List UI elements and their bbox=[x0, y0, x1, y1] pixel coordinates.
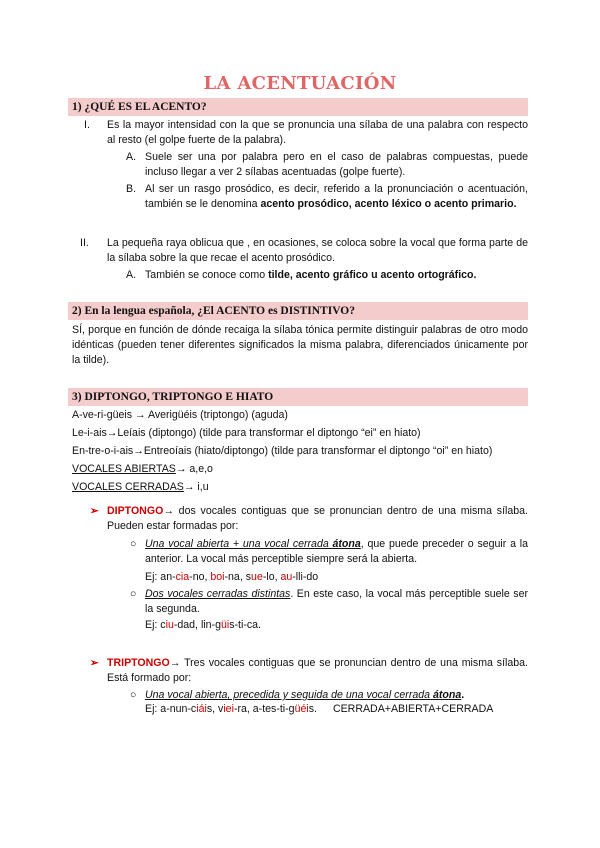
diptongo-definition bbox=[107, 504, 528, 534]
ej-text: -lo, bbox=[262, 571, 281, 583]
dip2-underlined: Dos vocales cerradas distintas bbox=[145, 588, 291, 600]
list-item-iia-text: También se conoce como bbox=[145, 269, 269, 281]
circle-bullet-icon: ○ bbox=[130, 689, 137, 701]
list-item-iia bbox=[145, 268, 528, 283]
vowels-closed-label: VOCALES CERRADAS bbox=[72, 481, 184, 493]
ej-red: boi bbox=[210, 571, 225, 583]
diptongo-type-1 bbox=[145, 537, 528, 567]
vowels-open bbox=[72, 462, 528, 477]
ej-text: -no, bbox=[189, 571, 211, 583]
section-2-heading: 2) En la lengua española, ¿El ACENTO es DISTINTIVO? bbox=[68, 302, 528, 320]
list-marker-iia: A. bbox=[126, 269, 137, 281]
tri1-underlined: Una vocal abierta, precedida y seguida de una vocal cerrada bbox=[145, 689, 433, 701]
list-marker-ii: II. bbox=[80, 237, 89, 249]
diptongo-def: → dos vocales contiguas que se pronuncian dentro de una misma sílaba. Pueden estar formadas por: bbox=[107, 505, 528, 532]
list-marker-ia: A. bbox=[126, 151, 137, 163]
dip1-underlined: Una vocal abierta + una vocal cerrada bbox=[145, 538, 333, 550]
ej-text: -dad, lin-g bbox=[173, 619, 221, 631]
vowels-open-label: VOCALES ABIERTAS bbox=[72, 463, 176, 475]
ej-text: s, v bbox=[206, 703, 224, 715]
tri1-atona: átona bbox=[432, 689, 462, 701]
ej-red: iu bbox=[165, 619, 174, 631]
list-item-ii: La pequeña raya oblicua que , en ocasiones, se coloca sobre la vocal que forma parte de la sílaba sobre la que recae el acento prosódico. bbox=[107, 237, 528, 264]
ej-text: Ej: c bbox=[145, 619, 166, 631]
ej-text: s-ti-ca. bbox=[229, 619, 261, 631]
example-line-2: Le-i-ais→Leíais (diptongo) (tilde para transformar el diptongo “ei” en hiato) bbox=[72, 427, 421, 439]
list-item-i: Es la mayor intensidad con la que se pronuncia una sílaba de una palabra con respecto al resto (el golpe fuerte de la palabra). bbox=[107, 119, 528, 146]
triptongo-definition bbox=[107, 656, 528, 686]
ej-red: üi bbox=[220, 619, 230, 631]
vowels-closed bbox=[72, 480, 528, 495]
ej-red: üéi bbox=[294, 703, 309, 715]
ej-text: -ra, a-tes-ti-g bbox=[233, 703, 295, 715]
ej-text: -lli-do bbox=[292, 571, 319, 583]
triptongo-example bbox=[145, 702, 528, 717]
ej-text: s. bbox=[308, 703, 317, 715]
formula: CERRADA+ABIERTA+CERRADA bbox=[332, 703, 494, 715]
arrow-bullet-icon: ➢ bbox=[90, 657, 99, 669]
dip1-rest: , que puede preceder o seguir a la anterior. La vocal más perceptible siempre será la abierta. bbox=[145, 538, 528, 565]
diptongo-example-1 bbox=[145, 570, 528, 585]
diptongo-term: DIPTONGO bbox=[107, 505, 164, 517]
page-title: LA ACENTUACIÓN bbox=[203, 73, 397, 94]
section-3-heading: 3) DIPTONGO, TRIPTONGO E HIATO bbox=[68, 388, 528, 406]
vowels-closed-value: → i,u bbox=[183, 481, 209, 493]
ej-red: iei bbox=[223, 703, 234, 715]
list-marker-i: I. bbox=[84, 119, 90, 131]
list-item-iia-bold: tilde, acento gráfico u acento ortográfico. bbox=[268, 269, 477, 281]
ej-red: iái bbox=[196, 703, 207, 715]
triptongo-term: TRIPTONGO bbox=[107, 657, 170, 669]
diptongo-type-2 bbox=[145, 587, 528, 617]
list-item-ib bbox=[145, 182, 528, 212]
ej-text: Ej: an- bbox=[145, 571, 176, 583]
ej-red: cia bbox=[175, 571, 190, 583]
dip2-rest: . En este caso, la vocal más perceptible suele ser la segunda. bbox=[145, 588, 529, 615]
list-item-ib-bold: acento prosódico, acento léxico o acento primario. bbox=[260, 198, 517, 210]
example-line-1: A-ve-ri-güeis → Averigüéis (triptongo) (aguda) bbox=[72, 409, 288, 421]
triptongo-type-1 bbox=[145, 688, 528, 703]
list-marker-ib: B. bbox=[126, 183, 137, 195]
vowels-open-value: → a,e,o bbox=[175, 463, 213, 475]
section-1-heading: 1) ¿QUÉ ES EL ACENTO? bbox=[68, 98, 528, 116]
ej-red: au bbox=[280, 571, 293, 583]
circle-bullet-icon: ○ bbox=[130, 588, 137, 600]
arrow-bullet-icon: ➢ bbox=[90, 505, 99, 517]
ej-text: Ej: a-nun-c bbox=[145, 703, 197, 715]
example-line-3: En-tre-o-i-ais→Entreoíais (hiato/diptongo) (tilde para transformar el diptongo “oi” en hiato) bbox=[72, 445, 493, 457]
circle-bullet-icon: ○ bbox=[130, 538, 137, 550]
section-2-text: SÍ, porque en función de dónde recaiga la sílaba tónica permite distinguir palabras de otro modo idénticas (pueden tener diferentes significados la misma palabra, diferenciados únicamente por la tilde). bbox=[72, 324, 528, 366]
ej-text: -na, s bbox=[224, 571, 252, 583]
diptongo-example-2 bbox=[145, 618, 528, 633]
list-item-ia: Suele ser una por palabra pero en el caso de palabras compuestas, puede incluso llegar a ver 2 sílabas acentuadas (golpe fuerte). bbox=[145, 151, 528, 178]
list-item-ib-text: Al ser un rasgo prosódico, es decir, referido a la pronunciación o acentuación, también se le denomina bbox=[145, 183, 528, 210]
tri1-dot: . bbox=[461, 689, 465, 701]
dip1-atona: átona bbox=[332, 538, 361, 550]
triptongo-def: → Tres vocales contiguas que se pronuncian dentro de una misma sílaba. Está formado por: bbox=[107, 657, 528, 684]
ej-red: ue bbox=[251, 571, 263, 583]
